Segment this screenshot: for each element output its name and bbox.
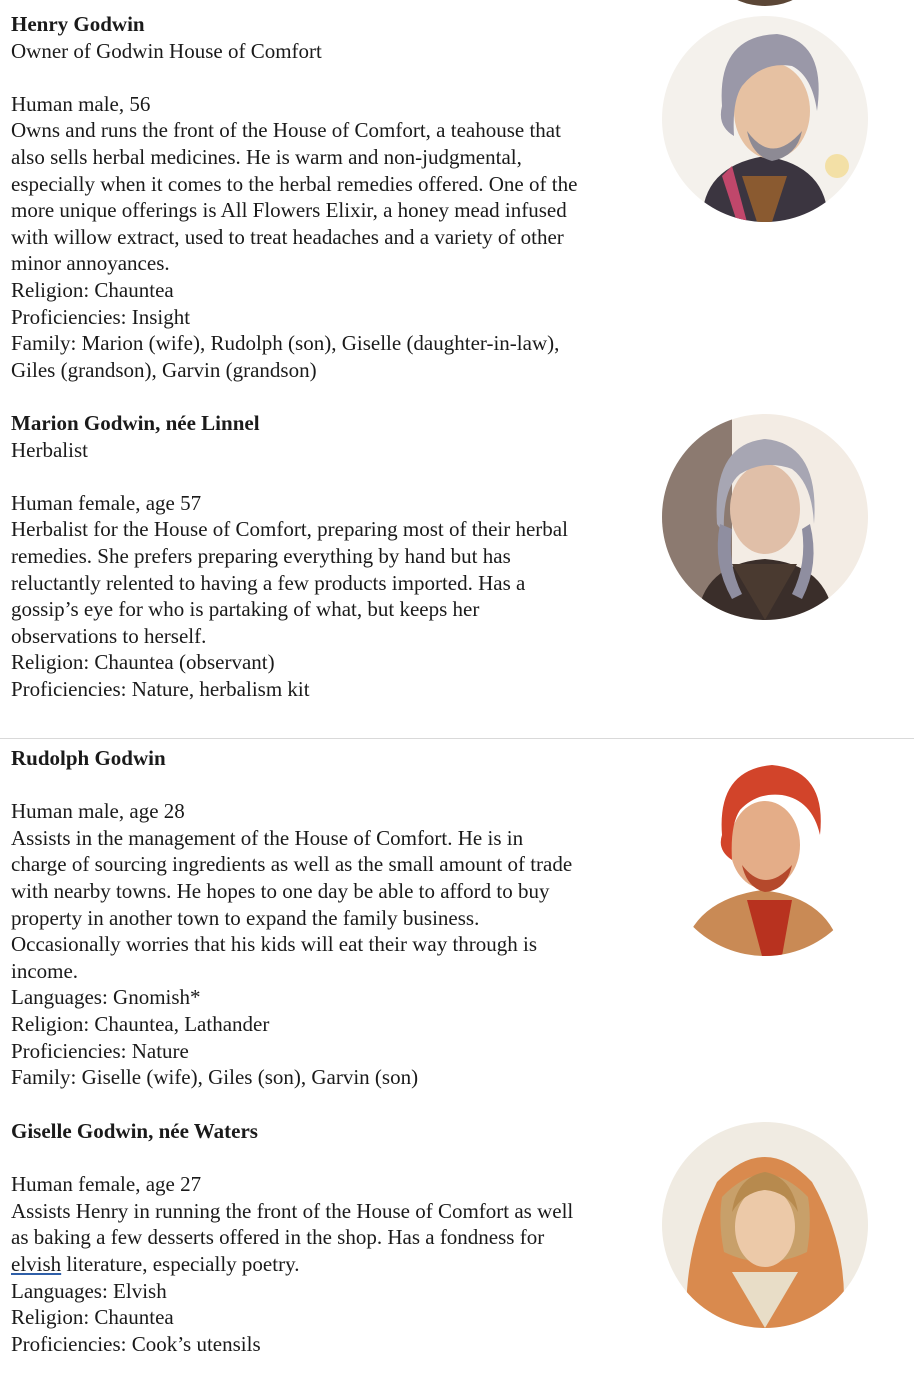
npc-text-line: remedies. She prefers preparing everything by hand but has <box>11 543 511 568</box>
npc-name: Rudolph Godwin <box>11 746 166 770</box>
npc-entry-henry <box>11 11 651 383</box>
npc-text-line: Human male, 56 <box>11 91 151 116</box>
npc-name: Marion Godwin, née Linnel <box>11 411 260 435</box>
portrait-marion <box>662 414 868 620</box>
npc-text-line: property in another town to expand the family business. <box>11 905 480 930</box>
npc-entry-giselle <box>11 1118 651 1357</box>
npc-text-line: reluctantly relented to having a few products imported. Has a <box>11 570 526 595</box>
npc-text-line: Owns and runs the front of the House of Comfort, a teahouse that <box>11 118 561 143</box>
npc-text-line: with willow extract, used to treat headaches and a variety of other <box>11 224 564 249</box>
npc-text-line: more unique offerings is All Flowers Elixir, a honey mead infused <box>11 198 567 223</box>
npc-text-line: gossip’s eye for who is partaking of what, but keeps her <box>11 597 480 622</box>
npc-text-line: especially when it comes to the herbal remedies offered. One of the <box>11 171 578 196</box>
npc-name: Giselle Godwin, née Waters <box>11 1119 258 1143</box>
npc-text-line: Assists Henry in running the front of the House of Comfort as well <box>11 1198 574 1223</box>
npc-text-line: with nearby towns. He hopes to one day be able to afford to buy <box>11 878 550 903</box>
npc-religion: Religion: Chauntea <box>11 277 174 302</box>
npc-text-line: Occasionally worries that his kids will eat their way through is <box>11 932 538 957</box>
npc-text-line: observations to herself. <box>11 623 207 648</box>
npc-entry-marion <box>11 410 651 703</box>
npc-name: Henry Godwin <box>11 12 145 36</box>
npc-family: Family: Giselle (wife), Giles (son), Garvin (son) <box>11 1065 419 1090</box>
npc-religion: Religion: Chauntea (observant) <box>11 650 275 675</box>
portrait-giselle <box>662 1122 868 1328</box>
npc-religion: Religion: Chauntea, Lathander <box>11 1011 270 1036</box>
npc-text-line: minor annoyances. <box>11 251 170 276</box>
npc-title: Owner of Godwin House of Comfort <box>11 38 322 63</box>
npc-family: Family: Marion (wife), Rudolph (son), Giselle (daughter-in-law), <box>11 331 560 356</box>
npc-proficiencies: Proficiencies: Nature <box>11 1038 189 1063</box>
npc-text-line <box>11 1251 651 1278</box>
portrait-rudolph <box>662 750 868 956</box>
npc-proficiencies: Proficiencies: Cook’s utensils <box>11 1331 261 1356</box>
npc-text-line: charge of sourcing ingredients as well as the small amount of trade <box>11 852 573 877</box>
portrait-cropped-top <box>700 0 830 6</box>
npc-text-line: Human female, age 57 <box>11 490 202 515</box>
npc-entry-rudolph <box>11 745 651 1091</box>
npc-languages: Languages: Gnomish* <box>11 985 201 1010</box>
npc-proficiencies: Proficiencies: Insight <box>11 304 191 329</box>
npc-text-line: Human female, age 27 <box>11 1172 202 1197</box>
npc-text-line: Assists in the management of the House of Comfort. He is in <box>11 825 524 850</box>
npc-text-fragment: literature, especially poetry. <box>61 1251 300 1276</box>
npc-family: Giles (grandson), Garvin (grandson) <box>11 357 317 382</box>
npc-text-line: Human male, age 28 <box>11 799 185 824</box>
npc-text-line: income. <box>11 958 79 983</box>
spellcheck-underlined-word: elvish <box>11 1251 62 1276</box>
npc-text-line: as baking a few desserts offered in the shop. Has a fondness for <box>11 1225 545 1250</box>
npc-proficiencies: Proficiencies: Nature, herbalism kit <box>11 676 310 701</box>
npc-religion: Religion: Chauntea <box>11 1305 174 1330</box>
npc-text-line: also sells herbal medicines. He is warm and non-judgmental, <box>11 144 522 169</box>
npc-languages: Languages: Elvish <box>11 1278 167 1303</box>
portrait-henry <box>662 16 868 222</box>
npc-text-line: Herbalist for the House of Comfort, preparing most of their herbal <box>11 517 568 542</box>
page-divider <box>0 738 914 739</box>
npc-title: Herbalist <box>11 437 88 462</box>
